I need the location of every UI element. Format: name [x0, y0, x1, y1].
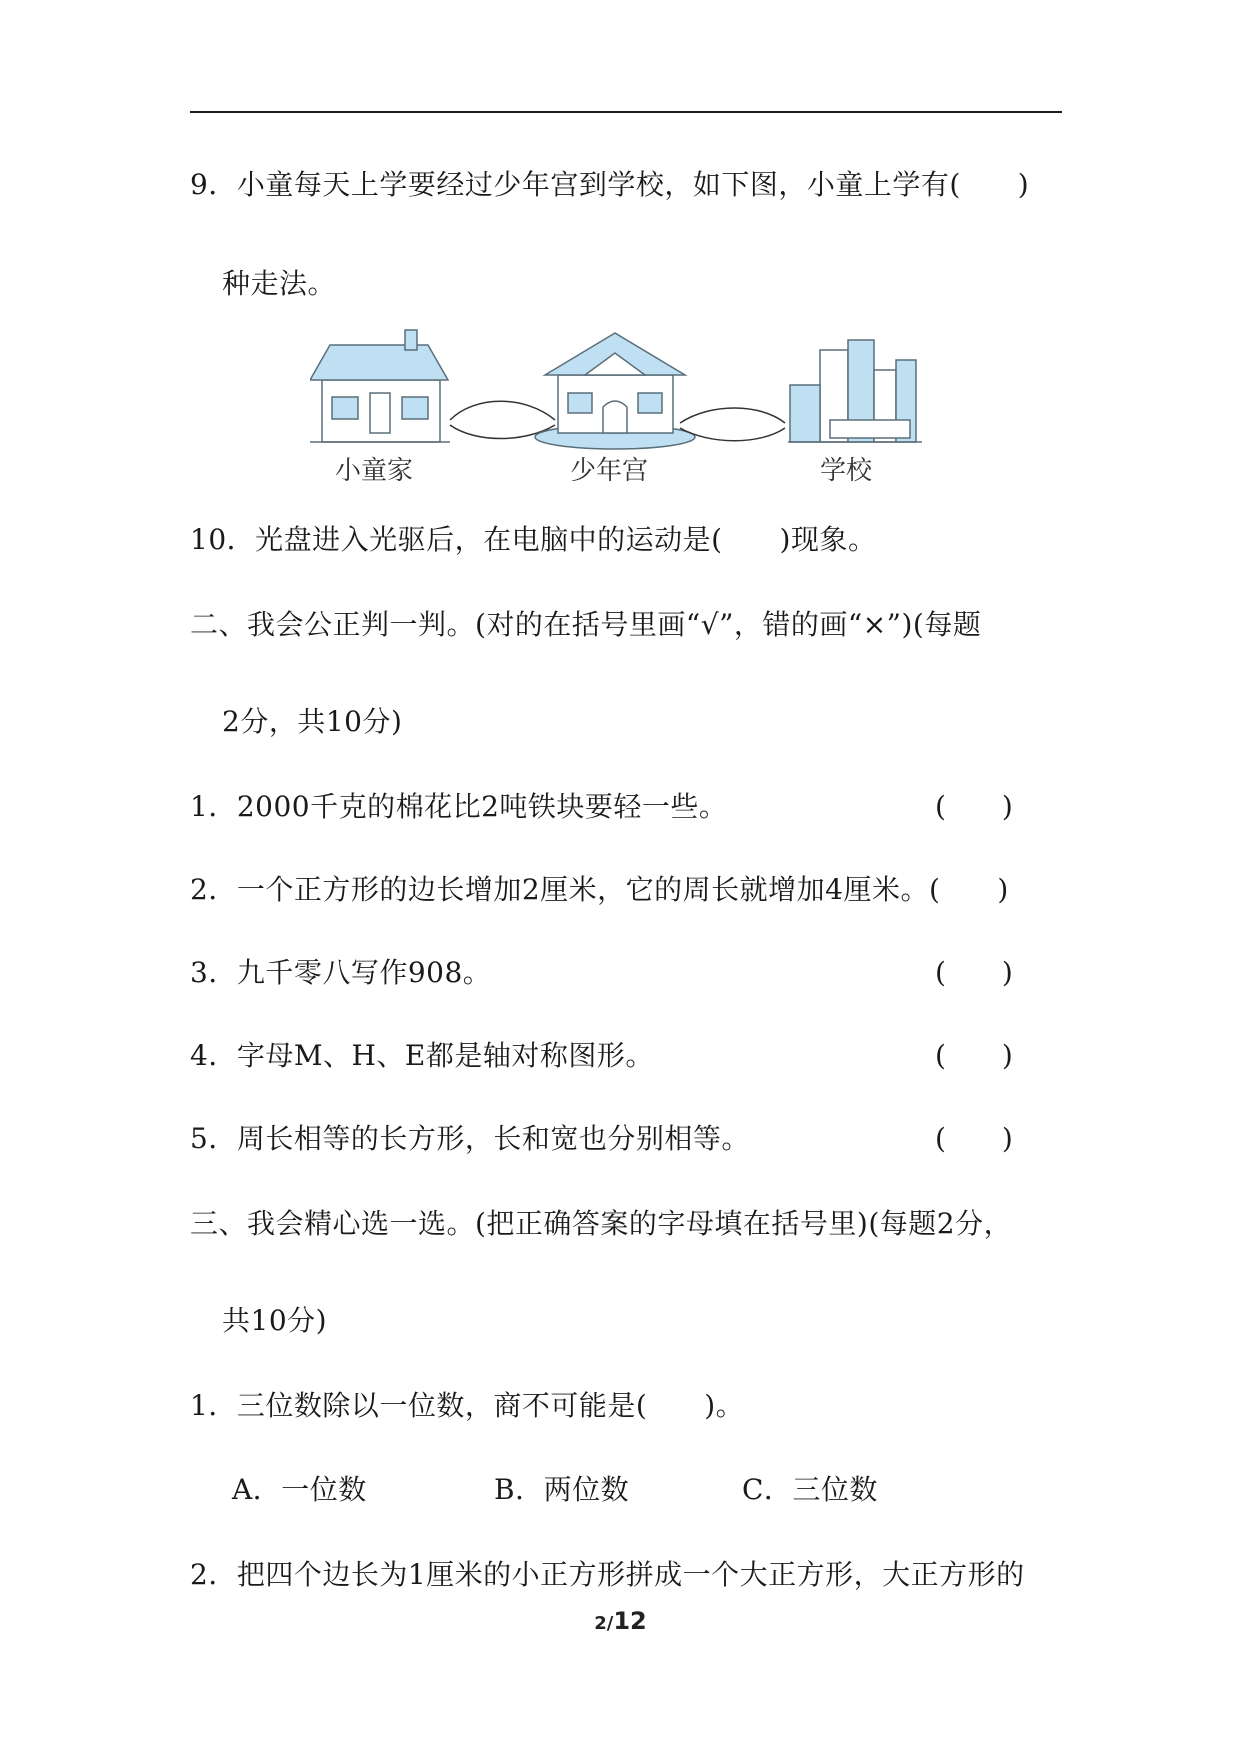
page-current: 2: [594, 1613, 607, 1634]
label-palace: 少年宫: [570, 456, 649, 486]
judge-item-5: 5．周长相等的长方形，长和宽也分别相等。: [190, 1122, 750, 1155]
house-illustration: [310, 330, 450, 442]
palace-illustration: [535, 333, 695, 449]
judge-item-5-blank[interactable]: ( ): [935, 1122, 1013, 1155]
page-separator: /: [606, 1613, 614, 1634]
judge-item-4-blank[interactable]: ( ): [935, 1039, 1013, 1072]
q10-text: 10．光盘进入光驱后，在电脑中的运动是( )现象。: [190, 523, 877, 556]
judge-item-2: 2．一个正方形的边长增加2厘米，它的周长就增加4厘米。( ): [190, 873, 1009, 906]
judge-item-3-blank[interactable]: ( ): [935, 956, 1013, 989]
section2-title-line1: 二、我会公正判一判。(对的在括号里画“√”，错的画“×”)(每题: [190, 608, 982, 641]
judge-item-1-blank[interactable]: ( ): [935, 790, 1013, 823]
choice-q1-option-c[interactable]: C．三位数: [742, 1473, 878, 1506]
section3-title-line2: 共10分): [222, 1304, 328, 1337]
route-svg: [310, 325, 930, 455]
choice-q1-option-a[interactable]: A．一位数: [232, 1473, 367, 1506]
judge-item-4: 4．字母M、H、E都是轴对称图形。: [190, 1039, 654, 1072]
choice-q2: 2．把四个边长为1厘米的小正方形拼成一个大正方形，大正方形的: [190, 1558, 1025, 1591]
page-total: 12: [613, 1607, 647, 1635]
q9-line1: 9．小童每天上学要经过少年宫到学校，如下图，小童上学有( ): [190, 168, 1030, 201]
judge-item-3: 3．九千零八写作908。: [190, 956, 492, 989]
judge-item-1: 1．2000千克的棉花比2吨铁块要轻一些。: [190, 790, 728, 823]
choice-q1-option-b[interactable]: B．两位数: [494, 1473, 630, 1506]
label-school: 学校: [820, 456, 873, 486]
label-home: 小童家: [335, 456, 414, 486]
route-illustration: [310, 325, 930, 495]
section3-title-line1: 三、我会精心选一选。(把正确答案的字母填在括号里)(每题2分，: [190, 1207, 1013, 1240]
section2-title-line2: 2分，共10分): [222, 705, 403, 738]
choice-q1: 1．三位数除以一位数，商不可能是( )。: [190, 1389, 745, 1422]
page-number: [0, 1607, 1241, 1635]
header-rule: [190, 111, 1062, 113]
school-illustration: [788, 340, 922, 442]
q9-line2: 种走法。: [222, 267, 337, 300]
